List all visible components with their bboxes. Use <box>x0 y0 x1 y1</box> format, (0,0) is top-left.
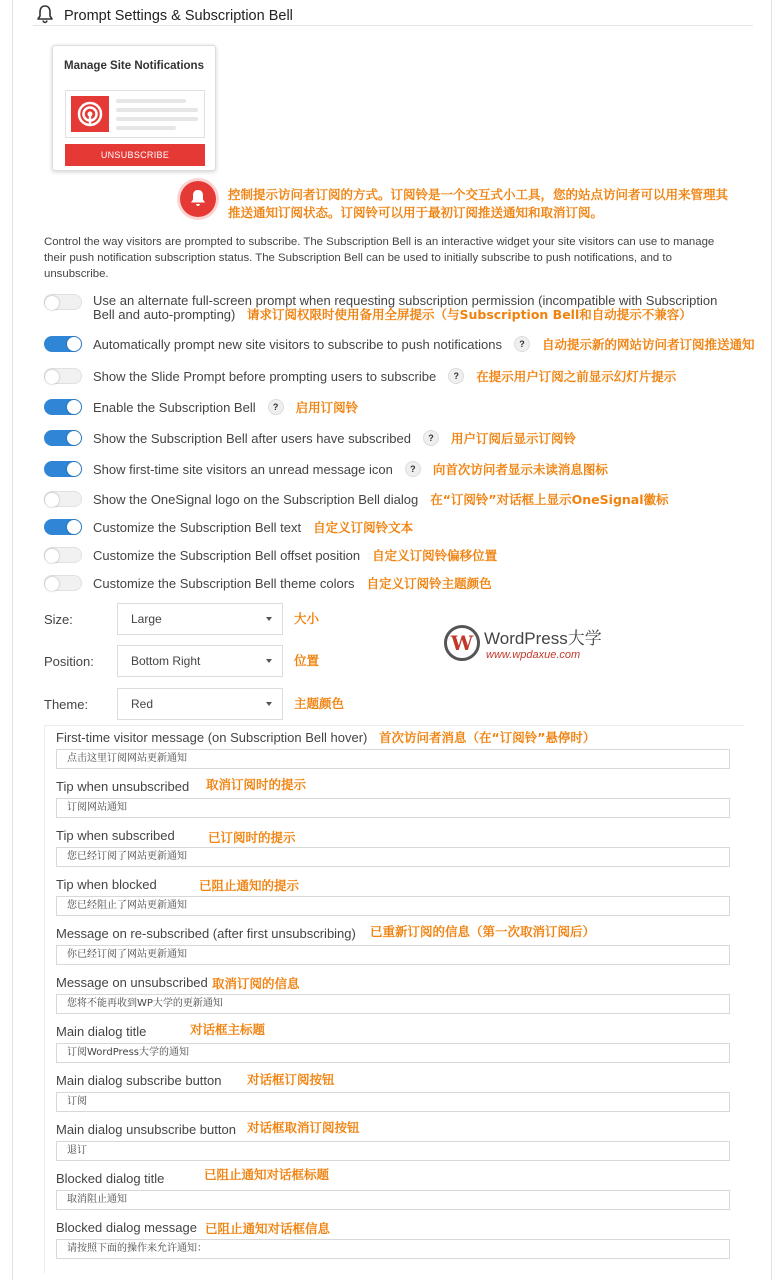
text-field-annotation: 已阻止通知对话框标题 <box>204 1167 330 1182</box>
setting-annotation: 在提示用户订阅之前显示幻灯片提示 <box>476 369 677 384</box>
placeholder-line <box>116 108 198 112</box>
setting-annotation: 启用订阅铃 <box>295 400 359 415</box>
first-visitor-message-input[interactable]: 点击这里订阅网站更新通知 <box>56 749 730 769</box>
section-description: Control the way visitors are prompted to subscribe. The Subscription Bell is an interactive widget your site visitors can use to manage their push notification subscription status. The Subscription Bell can be used to initially subscribe to push notifications, and to unsubscribe. <box>44 236 715 280</box>
theme-row <box>44 688 344 720</box>
subscribe-button-text-input[interactable]: 订阅 <box>56 1092 730 1112</box>
theme-annotation: 主题颜色 <box>294 695 345 711</box>
text-field-annotation: 已阻止通知的提示 <box>199 878 300 893</box>
slide-prompt-toggle[interactable] <box>44 368 82 384</box>
size-value: Large <box>131 612 162 626</box>
setting-label: Show the OneSignal logo on the Subscription Bell dialog <box>93 491 419 507</box>
setting-enable-bell <box>44 397 759 417</box>
text-field-annotation: 对话框订阅按钮 <box>247 1072 335 1087</box>
setting-label: Customize the Subscription Bell offset position <box>93 547 361 563</box>
text-field-label: Main dialog unsubscribe button <box>56 1122 236 1137</box>
setting-onesignal-logo <box>44 489 759 509</box>
text-field-label: Message on unsubscribed <box>56 975 208 990</box>
fullscreen-prompt-toggle[interactable] <box>44 294 82 310</box>
text-field-annotation: 对话框取消订阅按钮 <box>247 1120 360 1135</box>
size-row <box>44 603 319 635</box>
text-field-label: Message on re-subscribed (after first unsubscribing) <box>56 926 356 941</box>
bell-annotation: 控制提示访问者订阅的方式。订阅铃是一个交互式小工具，您的站点访问者可以用来管理其推送通知订阅状态。订阅铃可以用于最初订阅推送通知和取消订阅。 <box>228 187 729 220</box>
watermark-url: www.wpdaxue.com <box>486 649 581 661</box>
unsubscribe-button[interactable]: UNSUBSCRIBE <box>65 144 205 166</box>
text-field-label: Tip when blocked <box>56 877 157 892</box>
text-field-annotation: 对话框主标题 <box>190 1022 266 1037</box>
wordpress-logo-icon <box>444 625 480 661</box>
setting-customize-text <box>44 517 759 537</box>
setting-auto-prompt <box>44 334 759 354</box>
theme-select[interactable] <box>117 688 283 720</box>
help-icon[interactable]: ? <box>268 399 284 415</box>
text-field-label: Main dialog subscribe button <box>56 1073 222 1088</box>
main-dialog-title-input[interactable]: 订阅WordPress大学的通知 <box>56 1043 730 1063</box>
size-select[interactable] <box>117 603 283 635</box>
text-field-annotation: 取消订阅时的提示 <box>206 777 307 792</box>
text-field-label: Tip when subscribed <box>56 828 175 843</box>
onesignal-logo-toggle[interactable] <box>44 491 82 507</box>
theme-label: Theme: <box>44 696 89 712</box>
theme-value: Red <box>131 697 154 711</box>
placeholder-line <box>116 126 176 130</box>
setting-annotation: 在“订阅铃”对话框上显示OneSignal徽标 <box>430 492 669 507</box>
setting-bell-after-subscribed <box>44 428 759 448</box>
setting-annotation: 用户订阅后显示订阅铃 <box>450 431 576 446</box>
setting-slide-prompt <box>44 366 759 386</box>
blocked-dialog-title-input[interactable]: 取消阻止通知 <box>56 1190 730 1210</box>
text-field-annotation: 已订阅时的提示 <box>208 830 296 845</box>
chevron-down-icon <box>266 617 272 621</box>
position-label: Position: <box>44 653 94 669</box>
setting-label: Use an alternate full-screen prompt when requesting subscription permission (incompatible with Subscription Bell and auto-prompting) <box>93 293 718 322</box>
position-annotation: 位置 <box>294 652 320 668</box>
setting-annotation: 自定义订阅铃偏移位置 <box>372 548 498 563</box>
unread-icon-toggle[interactable] <box>44 461 82 477</box>
chevron-down-icon <box>266 659 272 663</box>
position-value: Bottom Right <box>131 654 201 668</box>
tip-unsubscribed-input[interactable]: 订阅网站通知 <box>56 798 730 818</box>
setting-customize-offset <box>44 545 759 565</box>
card-title: Manage Site Notifications <box>64 60 204 72</box>
help-icon[interactable]: ? <box>448 368 464 384</box>
text-field-label: First-time visitor message (on Subscription Bell hover) <box>56 730 368 745</box>
notification-preview-card <box>52 45 216 171</box>
size-annotation: 大小 <box>294 610 320 626</box>
setting-label: Show the Subscription Bell after users have subscribed <box>93 430 411 446</box>
text-field-annotation: 已阻止通知对话框信息 <box>205 1221 331 1236</box>
header-divider <box>33 25 753 26</box>
setting-label: Automatically prompt new site visitors to subscribe to push notifications <box>93 336 502 352</box>
placeholder-line <box>116 99 186 103</box>
resubscribed-message-input[interactable]: 你已经订阅了网站更新通知 <box>56 945 730 965</box>
help-icon[interactable]: ? <box>423 430 439 446</box>
setting-unread-icon <box>44 459 759 479</box>
unsubscribed-message-input[interactable]: 您将不能再收到WP大学的更新通知 <box>56 994 730 1014</box>
watermark-title: WordPress大学 <box>484 629 602 648</box>
customize-offset-toggle[interactable] <box>44 547 82 563</box>
setting-fullscreen-prompt <box>44 294 759 328</box>
text-field-label: Tip when unsubscribed <box>56 779 190 794</box>
help-icon[interactable]: ? <box>514 336 530 352</box>
blocked-dialog-message-input[interactable]: 请按照下面的操作来允许通知： <box>56 1239 730 1259</box>
setting-annotation: 请求订阅权限时使用备用全屏提示（与Subscription Bell和自动提示不兼容） <box>246 307 692 322</box>
section-title: Prompt Settings & Subscription Bell <box>64 8 293 24</box>
setting-label: Enable the Subscription Bell <box>93 399 256 415</box>
setting-annotation: 向首次访问者显示未读消息图标 <box>432 462 608 477</box>
auto-prompt-toggle[interactable] <box>44 336 82 352</box>
tip-blocked-input[interactable]: 您已经阻止了网站更新通知 <box>56 896 730 916</box>
text-field-annotation: 首次访问者消息（在“订阅铃”悬停时） <box>379 730 596 745</box>
placeholder-line <box>116 117 198 121</box>
watermark <box>444 624 602 661</box>
text-field-annotation: 取消订阅的信息 <box>212 976 300 991</box>
tip-subscribed-input[interactable]: 您已经订阅了网站更新通知 <box>56 847 730 867</box>
card-preview <box>65 90 205 138</box>
text-field-label: Blocked dialog message <box>56 1220 197 1235</box>
setting-label: Show the Slide Prompt before prompting users to subscribe <box>93 368 437 384</box>
setting-label: Customize the Subscription Bell theme colors <box>93 575 355 591</box>
setting-annotation: 自定义订阅铃文本 <box>313 520 414 535</box>
bell-after-subscribed-toggle[interactable] <box>44 430 82 446</box>
text-field-annotation: 已重新订阅的信息（第一次取消订阅后） <box>370 924 596 939</box>
customize-text-toggle[interactable] <box>44 519 82 535</box>
unsubscribe-button-text-input[interactable]: 退订 <box>56 1141 730 1161</box>
setting-customize-colors <box>44 573 759 593</box>
help-icon[interactable]: ? <box>405 461 421 477</box>
setting-annotation: 自动提示新的网站访问者订阅推送通知 <box>541 337 755 352</box>
position-row <box>44 645 319 677</box>
enable-bell-toggle[interactable] <box>44 399 82 415</box>
customize-colors-toggle[interactable] <box>44 575 82 591</box>
text-field-label: Main dialog title <box>56 1024 147 1039</box>
broadcast-icon <box>71 96 109 132</box>
setting-label: Customize the Subscription Bell text <box>93 519 302 535</box>
text-field-label: Blocked dialog title <box>56 1171 165 1186</box>
size-label: Size: <box>44 611 73 627</box>
setting-annotation: 自定义订阅铃主题颜色 <box>366 576 492 591</box>
setting-label: Show first-time site visitors an unread message icon <box>93 461 393 477</box>
subscription-bell-icon <box>180 181 216 217</box>
chevron-down-icon <box>266 702 272 706</box>
position-select[interactable] <box>117 645 283 677</box>
